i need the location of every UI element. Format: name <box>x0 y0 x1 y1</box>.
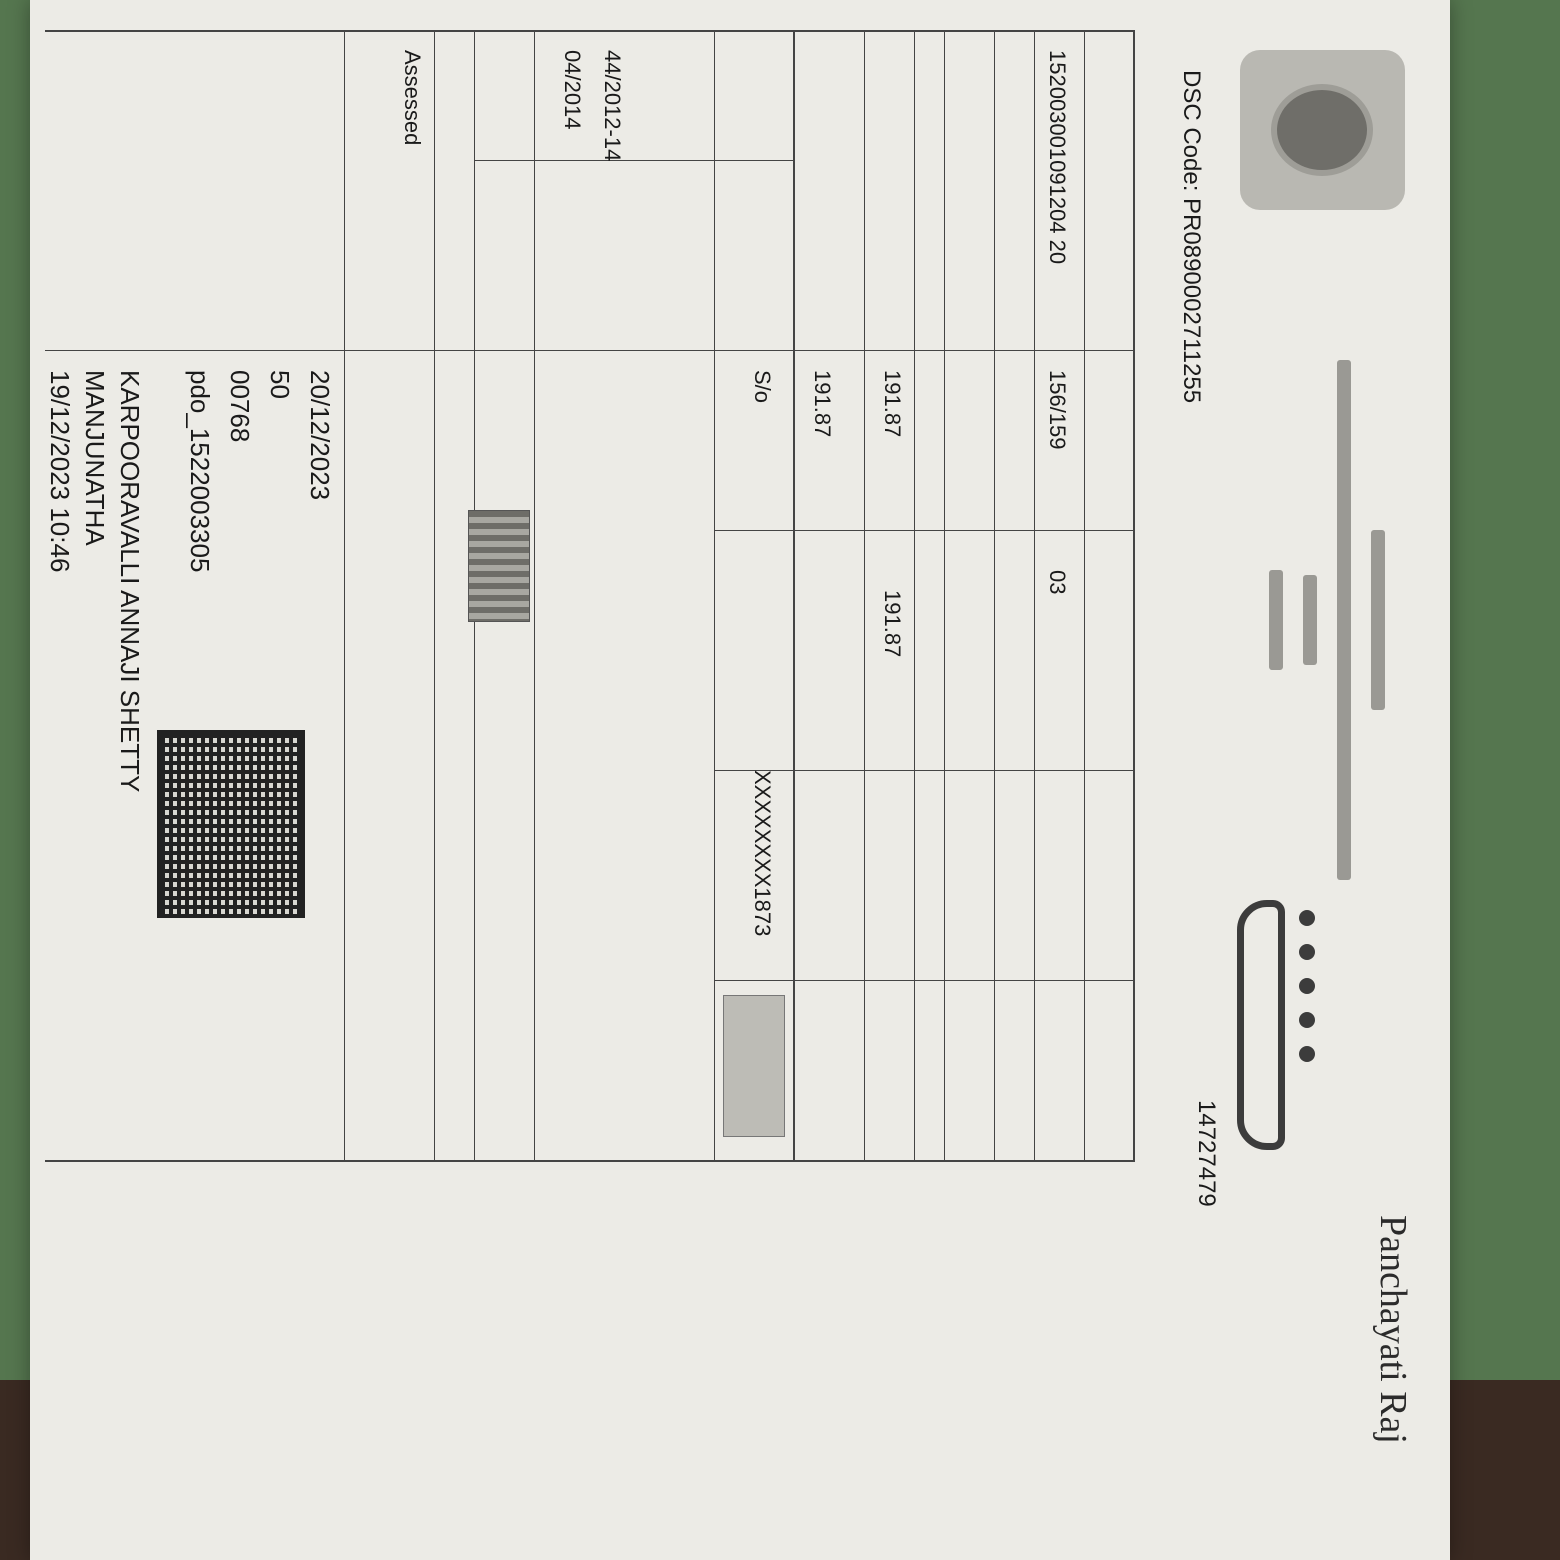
aadhaar-masked: XXXXXXXX1873 <box>750 770 775 937</box>
building-photo <box>468 510 530 622</box>
survey-suffix: 03 <box>1045 570 1070 595</box>
area-length: 191.87 <box>810 370 835 438</box>
owner-photo <box>723 995 785 1137</box>
fee-amount: 50 <box>265 370 295 399</box>
receipt-number: 00768 <box>225 370 255 443</box>
issue-timestamp: 19/12/2023 10:46 <box>45 370 75 573</box>
panchayati-raj-logo <box>1205 890 1395 1210</box>
reference-number: 44/2012-14 <box>600 50 625 162</box>
officer-place: MANJUNATHA <box>80 370 110 546</box>
date-assessed: 20/12/2023 <box>305 370 335 501</box>
property-code: 152003001091204 20 <box>1045 50 1070 265</box>
officer-id: pdo_1522003305 <box>185 370 215 573</box>
qr-code <box>157 730 305 918</box>
property-id-number: 14727479 <box>1193 1100 1220 1207</box>
reference-year: 04/2014 <box>560 50 585 130</box>
area-sqft: 191.87 <box>880 370 905 438</box>
karnataka-emblem <box>1240 50 1405 210</box>
dsc-code: DSC Code: PR0890002711255 <box>1178 70 1205 404</box>
officer-name: KARPOORAVALLI ANNAJI SHETTY <box>115 370 145 793</box>
owner-relation: S/o <box>750 370 775 404</box>
property-document <box>30 0 1450 1560</box>
area-total: 191.87 <box>880 590 905 658</box>
brand-title: Panchayati Raj <box>1372 1215 1414 1444</box>
document-heading <box>1259 340 1395 900</box>
survey-number: 156/159 <box>1045 370 1070 450</box>
assessed-label: Assessed <box>400 50 425 146</box>
